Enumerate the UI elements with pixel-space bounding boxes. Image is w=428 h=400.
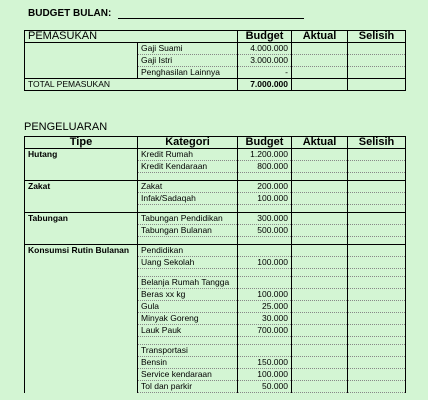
table-row — [25, 161, 406, 173]
income-table — [24, 30, 406, 91]
income-total-selisih[interactable] — [348, 79, 406, 91]
expense-budget[interactable]: 100.000 — [238, 193, 292, 205]
expense-aktual[interactable] — [292, 369, 348, 381]
income-row — [25, 67, 406, 79]
expense-budget[interactable]: 30.000 — [238, 313, 292, 325]
expense-budget[interactable]: 100.000 — [238, 257, 292, 269]
expense-category: Lauk Pauk — [138, 325, 238, 337]
table-row-spacer — [25, 205, 406, 213]
expense-budget[interactable]: 1.200.000 — [238, 149, 292, 161]
expense-aktual[interactable] — [292, 357, 348, 369]
expense-type-tabungan: Tabungan — [25, 213, 138, 225]
income-aktual[interactable] — [292, 43, 348, 55]
expense-category: Infak/Sadaqah — [138, 193, 238, 205]
expense-budget[interactable]: 700.000 — [238, 325, 292, 337]
income-total-aktual[interactable] — [292, 79, 348, 91]
budget-month-input-line[interactable] — [118, 8, 304, 19]
expense-selisih[interactable] — [348, 193, 406, 205]
expense-selisih[interactable] — [348, 357, 406, 369]
expense-selisih[interactable] — [348, 213, 406, 225]
expense-selisih[interactable] — [348, 301, 406, 313]
expenses-col-tipe: Tipe — [25, 137, 138, 149]
expense-category: Beras xx kg — [138, 289, 238, 301]
expense-budget[interactable]: 800.000 — [238, 161, 292, 173]
expense-category: Kredit Kendaraan — [138, 161, 238, 173]
expense-selisih[interactable] — [348, 381, 406, 393]
income-budget[interactable]: 3.000.000 — [238, 55, 292, 67]
expenses-col-selisih: Selisih — [348, 137, 406, 149]
income-header-row — [25, 31, 406, 43]
expense-category: Kredit Rumah — [138, 149, 238, 161]
income-total-row — [25, 79, 406, 91]
expense-budget[interactable]: 200.000 — [238, 181, 292, 193]
expense-aktual[interactable] — [292, 325, 348, 337]
expense-selisih[interactable] — [348, 161, 406, 173]
expense-selisih[interactable] — [348, 289, 406, 301]
budget-month-header — [28, 8, 304, 19]
expense-selisih[interactable] — [348, 369, 406, 381]
table-row — [25, 345, 406, 357]
expenses-table — [24, 136, 406, 393]
table-row — [25, 369, 406, 381]
expense-selisih[interactable] — [348, 325, 406, 337]
income-row — [25, 43, 406, 55]
expense-aktual[interactable] — [292, 381, 348, 393]
income-col-selisih: Selisih — [348, 31, 406, 43]
expense-type-hutang: Hutang — [25, 149, 138, 161]
expense-aktual[interactable] — [292, 289, 348, 301]
expense-selisih[interactable] — [348, 313, 406, 325]
expense-category: Minyak Goreng — [138, 313, 238, 325]
expense-category: Zakat — [138, 181, 238, 193]
expense-budget[interactable]: 500.000 — [238, 225, 292, 237]
expenses-section-title: PENGELUARAN — [24, 121, 108, 133]
expense-category: Tabungan Pendidikan — [138, 213, 238, 225]
expense-budget[interactable]: 50.000 — [238, 381, 292, 393]
expense-budget[interactable]: 100.000 — [238, 369, 292, 381]
table-row-spacer — [25, 269, 406, 277]
income-budget[interactable]: 4.000.000 — [238, 43, 292, 55]
income-total-label: TOTAL PEMASUKAN — [25, 79, 238, 91]
expense-budget[interactable]: 25.000 — [238, 301, 292, 313]
income-label: Penghasilan Lainnya — [138, 67, 238, 79]
expense-category: Bensin — [138, 357, 238, 369]
expense-category: Uang Sekolah — [138, 257, 238, 269]
expense-selisih[interactable] — [348, 149, 406, 161]
expense-category: Tol dan parkir — [138, 381, 238, 393]
table-row — [25, 277, 406, 289]
expense-budget[interactable]: 300.000 — [238, 213, 292, 225]
income-selisih[interactable] — [348, 55, 406, 67]
expense-aktual[interactable] — [292, 149, 348, 161]
expense-budget[interactable]: 150.000 — [238, 357, 292, 369]
expense-aktual[interactable] — [292, 161, 348, 173]
table-row-spacer — [25, 173, 406, 181]
table-row-spacer — [25, 237, 406, 245]
table-row — [25, 181, 406, 193]
table-row — [25, 289, 406, 301]
expense-aktual[interactable] — [292, 213, 348, 225]
expense-category: Service kendaraan — [138, 369, 238, 381]
income-section-title: PEMASUKAN — [25, 31, 238, 43]
income-total-budget: 7.000.000 — [238, 79, 292, 91]
table-row — [25, 325, 406, 337]
expenses-col-kategori: Kategori — [138, 137, 238, 149]
expense-category: Tabungan Bulanan — [138, 225, 238, 237]
expenses-col-budget: Budget — [238, 137, 292, 149]
expense-selisih[interactable] — [348, 225, 406, 237]
table-row — [25, 213, 406, 225]
expense-aktual[interactable] — [292, 257, 348, 269]
table-row — [25, 193, 406, 205]
expense-aktual[interactable] — [292, 181, 348, 193]
expense-aktual[interactable] — [292, 225, 348, 237]
table-row — [25, 149, 406, 161]
income-aktual[interactable] — [292, 55, 348, 67]
expense-subgroup-belanja: Belanja Rumah Tangga — [138, 277, 238, 289]
expense-budget[interactable]: 100.000 — [238, 289, 292, 301]
income-budget[interactable]: - — [238, 67, 292, 79]
income-selisih[interactable] — [348, 67, 406, 79]
expense-subgroup-pendidikan: Pendidikan — [138, 245, 238, 257]
income-row — [25, 55, 406, 67]
expense-aktual[interactable] — [292, 193, 348, 205]
expenses-col-aktual: Aktual — [292, 137, 348, 149]
income-label: Gaji Suami — [138, 43, 238, 55]
table-row-spacer — [25, 337, 406, 345]
table-row — [25, 225, 406, 237]
table-row — [25, 381, 406, 393]
expense-selisih[interactable] — [348, 181, 406, 193]
expense-selisih[interactable] — [348, 257, 406, 269]
table-row — [25, 357, 406, 369]
expense-type-konsumsi: Konsumsi Rutin Bulanan — [25, 245, 138, 257]
expense-type-zakat: Zakat — [25, 181, 138, 193]
income-label: Gaji Istri — [138, 55, 238, 67]
table-row — [25, 257, 406, 269]
table-row — [25, 301, 406, 313]
income-col-aktual: Aktual — [292, 31, 348, 43]
expense-aktual[interactable] — [292, 301, 348, 313]
income-selisih[interactable] — [348, 43, 406, 55]
expenses-header-row — [25, 137, 406, 149]
expense-category: Gula — [138, 301, 238, 313]
expense-subgroup-transportasi: Transportasi — [138, 345, 238, 357]
budget-month-label: BUDGET BULAN: — [28, 8, 112, 19]
expense-aktual[interactable] — [292, 313, 348, 325]
table-row — [25, 313, 406, 325]
income-col-budget: Budget — [238, 31, 292, 43]
table-row — [25, 245, 406, 257]
income-aktual[interactable] — [292, 67, 348, 79]
